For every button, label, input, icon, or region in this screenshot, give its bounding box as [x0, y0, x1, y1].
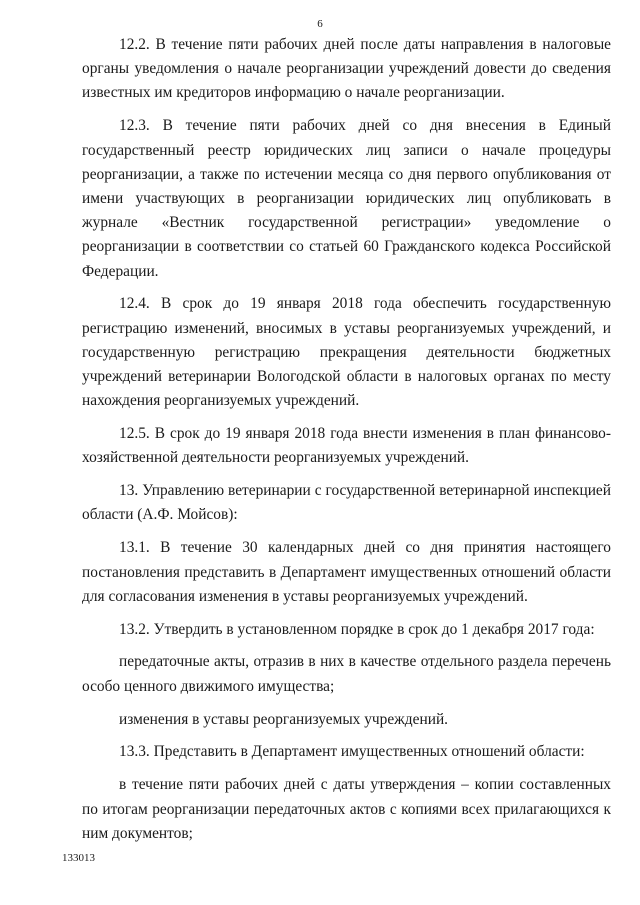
- paragraph-13-3: 13.3. Представить в Департамент имущественных отношений области:: [119, 743, 585, 761]
- paragraph-12-2: 12.2. В течение пяти рабочих дней после даты направления в налоговые органы уведомления о начале реорганизации учреждений довести до сведения известных им кредиторов информацию о начале реорганизации.: [82, 36, 611, 102]
- page-number: 6: [317, 18, 323, 30]
- paragraph-13-2: 13.2. Утвердить в установленном порядке в срок до 1 декабря 2017 года:: [119, 620, 595, 638]
- paragraph-13-2-item-acts: передаточные акты, отразив в них в качестве отдельного раздела перечень особо ценного движимого имущества;: [82, 653, 611, 695]
- paragraph-12-4: 12.4. В срок до 19 января 2018 года обеспечить государственную регистрацию изменений, вносимых в уставы реорганизуемых учреждений, и государственную регистрацию прекращения деятельности бюджетных учреждений ветеринарии Вологодской области в налоговых органах по месту нахождения реорганизуемых учреждений.: [82, 295, 611, 410]
- document-code: 133013: [62, 852, 95, 864]
- paragraph-13-3-item-copies: в течение пяти рабочих дней с даты утверждения – копии составленных по итогам реорганизации передаточных актов с копиями всех прилагающихся к ним документов;: [82, 776, 611, 842]
- paragraph-12-3: 12.3. В течение пяти рабочих дней со дня внесения в Единый государственный реестр юридических лиц записи о начале процедуры реорганизации, а также по истечении месяца со дня первого опубликования от имени участвующих в реорганизации юридических лиц опубликовать в журнале «Вестник государственной регистрации» уведомление о реорганизации в соответствии со статьей 60 Гражданского кодекса Российской Федерации.: [82, 117, 611, 280]
- paragraph-13-1: 13.1. В течение 30 календарных дней со дня принятия настоящего постановления представить в Департамент имущественных отношений области для согласования изменения в уставы реорганизуемых учреждений.: [82, 539, 611, 605]
- paragraph-12-5: 12.5. В срок до 19 января 2018 года внести изменения в план финансово-хозяйственной деятельности реорганизуемых учреждений.: [82, 425, 611, 467]
- document-body: [82, 33, 611, 846]
- paragraph-13-2-item-charters: изменения в уставы реорганизуемых учреждений.: [119, 710, 449, 728]
- paragraph-13: 13. Управлению ветеринарии с государственной ветеринарной инспекцией области (А.Ф. Мойсов):: [82, 482, 611, 524]
